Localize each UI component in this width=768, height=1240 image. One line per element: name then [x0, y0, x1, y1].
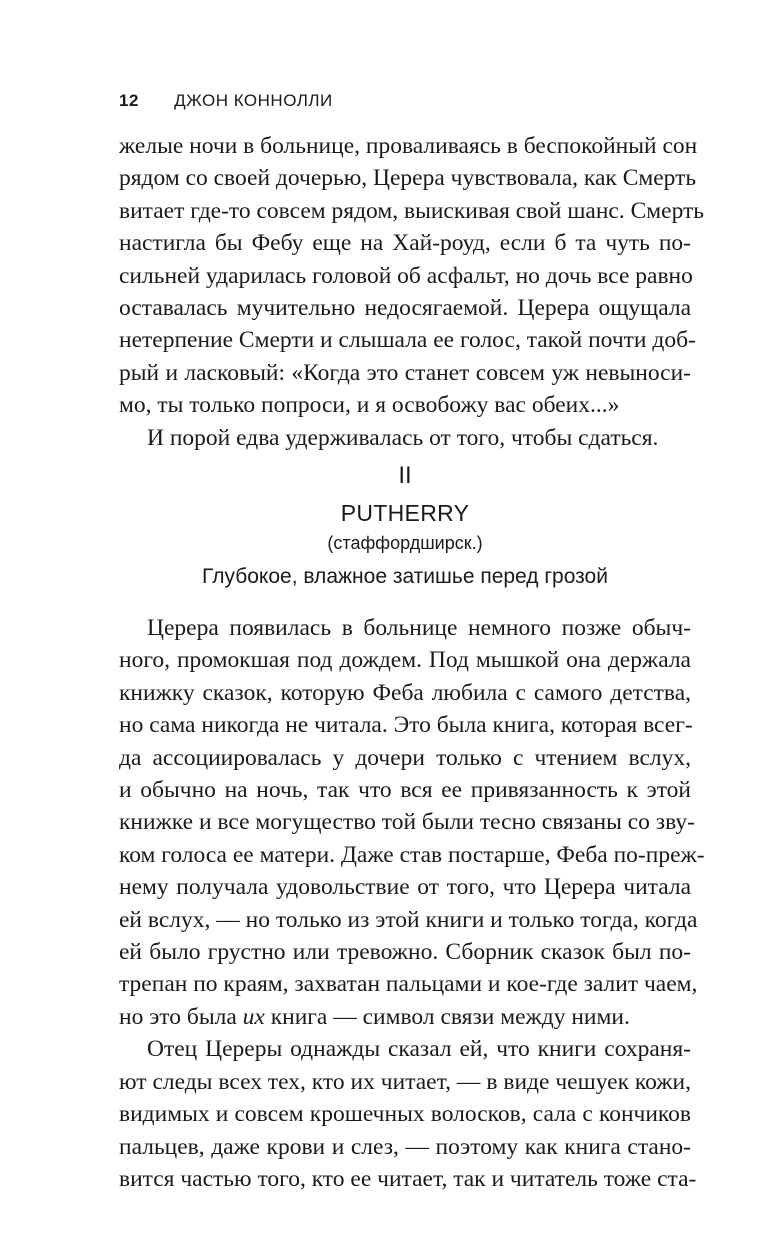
- text-line: книжке и все могущество той были тесно связаны со зву-: [119, 809, 695, 836]
- text-line: мо, ты только попроси, и я освобожу вас обеих...»: [119, 392, 620, 419]
- text-line: трепан по краям, захватан пальцами и кое-где залит чаем,: [119, 971, 698, 998]
- text-line: нему получала удовольствие от того, что Церера читала: [119, 874, 691, 901]
- italic-word: их: [242, 1003, 265, 1030]
- text-line: сильней ударилась головой об асфальт, но дочь все равно: [119, 262, 693, 289]
- text-line: и обычно на ночь, так что вся ее привязанность к этой: [119, 777, 691, 804]
- section-place: PUTHERRY: [340, 500, 470, 526]
- text-line: оставалась мучительно недосягаемой. Церера ощущала: [119, 295, 691, 322]
- text-line: книжку сказок, которую Феба любила с самого детства,: [119, 679, 691, 706]
- text-line: видимых и совсем крошечных волосков, сала с кончиков: [119, 1101, 691, 1128]
- text-segment: но это была: [119, 1003, 243, 1030]
- text-line: ей вслух, — но только из этой книги и только тогда, когда: [119, 906, 698, 933]
- running-header: [119, 91, 333, 111]
- text-line: нетерпение Смерти и слышала ее голос, такой почти доб-: [119, 327, 696, 354]
- text-line: Церера появилась в больнице немного позже обыч-: [147, 615, 691, 641]
- text-line: рядом со своей дочерью, Церера чувствовала, как Смерть: [119, 165, 697, 192]
- text-line: ного, промокшая под дождем. Под мышкой она держала: [119, 647, 691, 674]
- text-line: ют следы всех тех, кто их читает, — в виде чешуек кожи,: [119, 1068, 691, 1095]
- text-line: но сама никогда не читала. Это была книга, которая всег-: [119, 712, 693, 739]
- text-line: И порой едва удерживалась от того, чтобы сдаться.: [147, 424, 659, 451]
- text-line: ей было грустно или тревожно. Сборник сказок был по-: [119, 939, 691, 966]
- paragraph-block-bottom: [119, 612, 705, 1195]
- text-line: настигла бы Фебу еще на Хай-роуд, если б та чуть по-: [119, 230, 691, 257]
- text-line: пальцев, даже крови и слез, — поэтому как книга стано-: [119, 1133, 691, 1160]
- text-line: Отец Цереры однажды сказал ей, что книги сохраня-: [147, 1036, 691, 1063]
- text-segment: книга — символ связи между ними.: [264, 1003, 630, 1030]
- text-line: витает где-то совсем рядом, выискивая свой шанс. Смерть: [119, 197, 705, 224]
- paragraph-block-top: [119, 130, 705, 454]
- text-line: рый и ласковый: «Когда это станет совсем уж невыноси-: [119, 359, 691, 386]
- section-number: II: [398, 462, 412, 489]
- text-line: вится частью того, кто ее читает, так и читатель тоже ста-: [119, 1165, 697, 1192]
- author-name: ДЖОН КОННОЛЛИ: [174, 91, 333, 110]
- page-number: 12: [119, 91, 139, 110]
- text-line: да ассоциировалась у дочери только с чтением вслух,: [119, 744, 691, 771]
- section-tagline: Глубокое, влажное затишье перед грозой: [202, 565, 608, 588]
- text-line: ком голоса ее матери. Даже став постарше, Феба по-преж-: [119, 841, 705, 868]
- text-line-with-italic: [119, 1001, 691, 1033]
- section-county: (стаффордширск.): [327, 533, 483, 553]
- text-line: желые ночи в больнице, проваливаясь в беспокойный сон: [119, 133, 698, 159]
